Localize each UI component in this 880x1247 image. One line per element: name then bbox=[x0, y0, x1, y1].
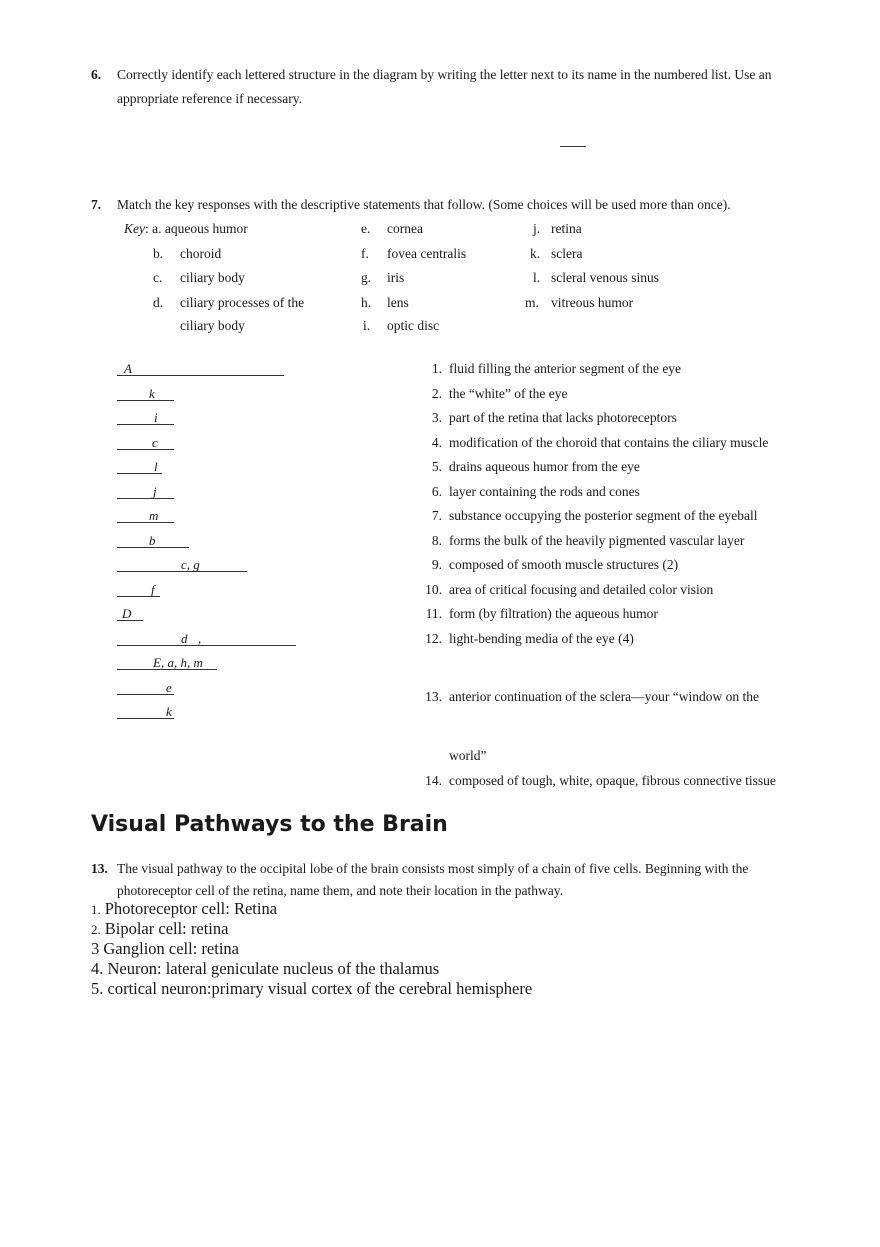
key-letter: k. bbox=[530, 246, 541, 261]
key-letter: l. bbox=[533, 270, 541, 285]
answer-4: c bbox=[152, 435, 158, 450]
statement-text: area of critical focusing and detailed color vision bbox=[449, 582, 714, 597]
q6-number: 6. bbox=[91, 67, 102, 82]
q6-text-line1: Correctly identify each lettered structure in the diagram by writing the letter next to its name in the numbered list. Use an bbox=[117, 67, 772, 82]
answer-5: l bbox=[154, 459, 158, 474]
statement-number: 14. bbox=[425, 773, 442, 788]
answer-blank-4[interactable] bbox=[117, 449, 174, 450]
answer-15: k bbox=[166, 704, 172, 719]
q13-text-line2: photoreceptor cell of the retina, name them, and note their location in the pathway. bbox=[117, 883, 563, 898]
key-row-a: Key: a. aqueous humor bbox=[124, 221, 248, 236]
answer-9: c, g bbox=[181, 557, 200, 572]
key-term: iris bbox=[387, 270, 405, 285]
key-term: ciliary body bbox=[180, 318, 245, 333]
key-letter: h. bbox=[361, 295, 372, 310]
key-term: cornea bbox=[387, 221, 423, 236]
answer-blank-2[interactable] bbox=[117, 400, 174, 401]
key-letter: g. bbox=[361, 270, 372, 285]
statement-text: composed of smooth muscle structures (2) bbox=[449, 557, 679, 572]
answer-12-separator: , bbox=[198, 631, 202, 646]
statement-text: anterior continuation of the sclera—your “window on the bbox=[449, 689, 760, 704]
statement-number: 5. bbox=[431, 459, 442, 474]
answer-8: b bbox=[149, 533, 156, 548]
statement-text: part of the retina that lacks photoreceptors bbox=[449, 410, 677, 425]
answer-12: d bbox=[181, 631, 188, 646]
key-letter: c. bbox=[153, 270, 163, 285]
key-term: scleral venous sinus bbox=[551, 270, 659, 285]
q13-answer-5: 5. cortical neuron:primary visual cortex of the cerebral hemisphere bbox=[91, 979, 533, 998]
answer-10: f bbox=[151, 582, 155, 597]
statement-text: drains aqueous humor from the eye bbox=[449, 459, 640, 474]
answer-13: E, a, h, m bbox=[153, 655, 203, 670]
statement-text: the “white” of the eye bbox=[449, 386, 568, 401]
key-term: ciliary body bbox=[180, 270, 245, 285]
key-letter: f. bbox=[361, 246, 369, 261]
statement-number: 4. bbox=[431, 435, 442, 450]
q13-answer-1 bbox=[91, 899, 277, 919]
answer-blank-1[interactable] bbox=[117, 375, 284, 376]
answer-6: j bbox=[153, 484, 157, 499]
key-term: retina bbox=[551, 221, 582, 236]
answer-blank-7[interactable] bbox=[117, 522, 174, 523]
key-term: sclera bbox=[551, 246, 583, 261]
statement-number: 12. bbox=[425, 631, 442, 646]
answer-2: k bbox=[149, 386, 155, 401]
key-letter: j. bbox=[533, 221, 541, 236]
q13-text-line1: The visual pathway to the occipital lobe of the brain consists most simply of a chain of five cells. Beginning with the bbox=[117, 861, 749, 876]
q13-answer-number: 1. bbox=[91, 902, 101, 917]
answer-11: D bbox=[122, 606, 132, 621]
key-letter: e. bbox=[361, 221, 371, 236]
statement-text: form (by filtration) the aqueous humor bbox=[449, 606, 658, 621]
statement-number: 6. bbox=[431, 484, 442, 499]
key-letter: b. bbox=[153, 246, 164, 261]
q13-number: 13. bbox=[91, 861, 108, 876]
key-letter: a. bbox=[152, 221, 162, 236]
key-label: Key bbox=[124, 221, 145, 236]
answer-blank-6[interactable] bbox=[117, 498, 174, 499]
statement-text: layer containing the rods and cones bbox=[449, 484, 640, 499]
q13-answer-text: Bipolar cell: retina bbox=[104, 919, 229, 938]
statement-number: 2. bbox=[431, 386, 442, 401]
key-term: vitreous humor bbox=[551, 295, 634, 310]
key-letter: i. bbox=[363, 318, 371, 333]
statement-text: fluid filling the anterior segment of the eye bbox=[449, 361, 682, 376]
key-term: optic disc bbox=[387, 318, 440, 333]
answer-1: A bbox=[124, 361, 132, 376]
statement-number: 7. bbox=[431, 508, 442, 523]
answer-blank-12[interactable] bbox=[117, 645, 296, 646]
key-letter: d. bbox=[153, 295, 164, 310]
statement-number: 10. bbox=[425, 582, 442, 597]
q13-answer-number: 2. bbox=[91, 922, 101, 937]
answer-3: i bbox=[154, 410, 158, 425]
statement-number: 9. bbox=[431, 557, 442, 572]
statement-text: substance occupying the posterior segment of the eyeball bbox=[449, 508, 758, 523]
key-term: ciliary processes of the bbox=[180, 295, 305, 310]
statement-number: 1. bbox=[431, 361, 442, 376]
q6-text-line2: appropriate reference if necessary. bbox=[117, 91, 303, 106]
statement-text: modification of the choroid that contains the ciliary muscle bbox=[449, 435, 769, 450]
q6-answer-blank[interactable] bbox=[560, 146, 586, 147]
key-letter: m. bbox=[525, 295, 539, 310]
q7-number: 7. bbox=[91, 197, 102, 212]
key-term: choroid bbox=[180, 246, 222, 261]
answer-14: e bbox=[166, 680, 172, 695]
section-title: Visual Pathways to the Brain bbox=[91, 812, 448, 837]
statement-number: 13. bbox=[425, 689, 442, 704]
statement-number: 11. bbox=[425, 606, 442, 621]
q13-answer-3: 3 Ganglion cell: retina bbox=[91, 939, 239, 958]
q13-answer-2 bbox=[91, 919, 228, 939]
q13-answer-text: Photoreceptor cell: Retina bbox=[104, 899, 278, 918]
statement-text-continued: world” bbox=[449, 748, 487, 763]
key-term: aqueous humor bbox=[164, 221, 248, 236]
statement-text: forms the bulk of the heavily pigmented vascular layer bbox=[449, 533, 745, 548]
answer-blank-3[interactable] bbox=[117, 424, 174, 425]
answer-7: m bbox=[149, 508, 159, 523]
statement-text: light-bending media of the eye (4) bbox=[449, 631, 634, 646]
q13-answer-4: 4. Neuron: lateral geniculate nucleus of the thalamus bbox=[91, 959, 440, 978]
statement-number: 8. bbox=[431, 533, 442, 548]
key-term: fovea centralis bbox=[387, 246, 467, 261]
key-term: lens bbox=[387, 295, 409, 310]
q7-text: Match the key responses with the descriptive statements that follow. (Some choices will be used more than once). bbox=[117, 197, 731, 212]
statement-text: composed of tough, white, opaque, fibrous connective tissue bbox=[449, 773, 776, 788]
statement-number: 3. bbox=[431, 410, 442, 425]
